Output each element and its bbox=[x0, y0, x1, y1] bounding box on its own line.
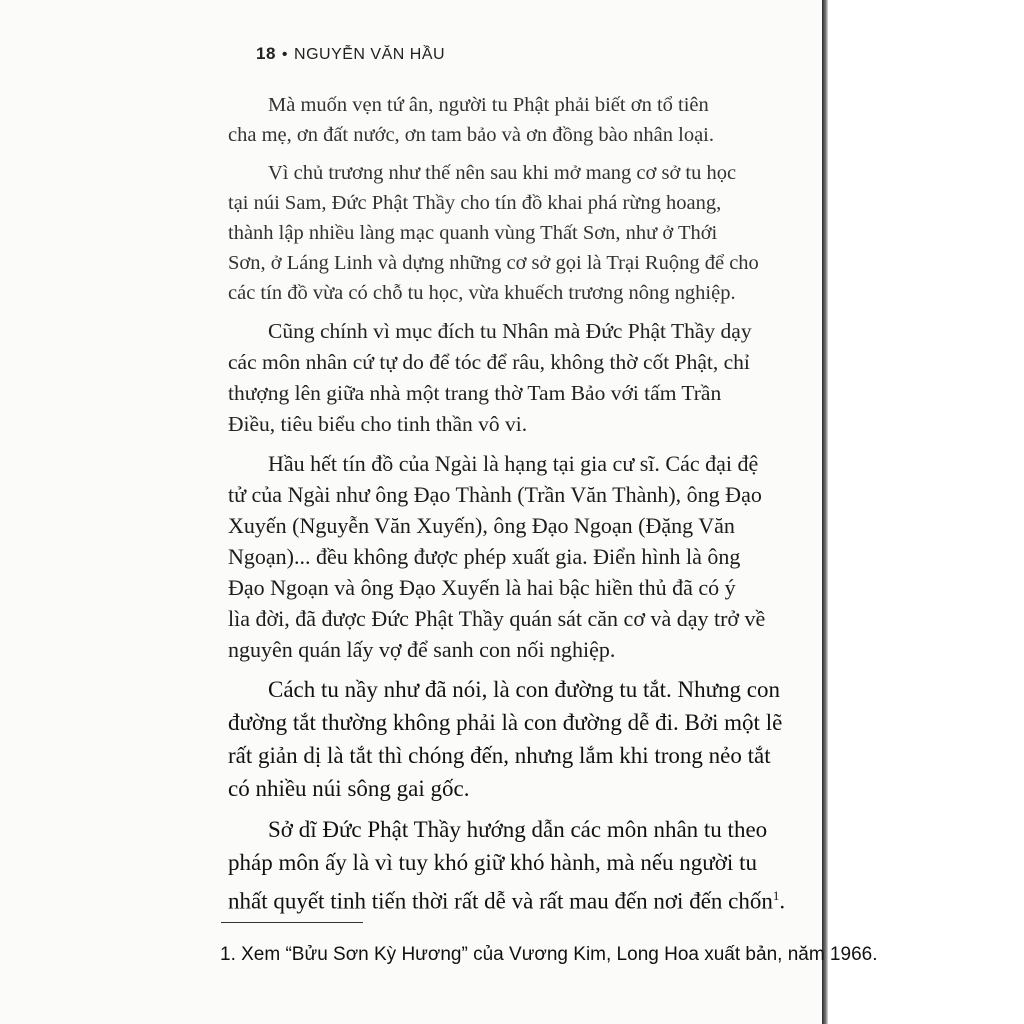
text-line: Hầu hết tín đồ của Ngài là hạng tại gia cư sĩ. Các đại đệ bbox=[268, 451, 759, 476]
text-line-final bbox=[228, 879, 818, 918]
paragraph-3 bbox=[228, 316, 818, 440]
text-line: Cũng chính vì mục đích tu Nhân mà Đức Phật Thầy dạy bbox=[268, 319, 752, 343]
header-separator: • bbox=[281, 46, 289, 63]
text-line: thượng lên giữa nhà một trang thờ Tam Bảo với tấm Trần bbox=[228, 381, 722, 405]
text-line: pháp môn ấy là vì tuy khó giữ khó hành, mà nếu người tu bbox=[228, 850, 757, 875]
paragraph-1 bbox=[228, 90, 818, 150]
text-line-content: nhất quyết tinh tiến thời rất dễ và rất mau đến nơi đến chốn bbox=[228, 888, 773, 914]
text-line: thành lập nhiều làng mạc quanh vùng Thất Sơn, như ở Thới bbox=[228, 222, 718, 244]
text-line: Sơn, ở Láng Linh và dựng những cơ sở gọi là Trại Ruộng để cho bbox=[228, 252, 759, 274]
body-text bbox=[228, 90, 818, 926]
text-line: nguyên quán lấy vợ để sanh con nối nghiệp. bbox=[228, 637, 616, 662]
text-line: có nhiều núi sông gai gốc. bbox=[228, 776, 470, 801]
paragraph-6 bbox=[228, 813, 818, 918]
page-number: 18 bbox=[256, 44, 276, 63]
text-line: rất giản dị là tắt thì chóng đến, nhưng lắm khi trong nẻo tắt bbox=[228, 743, 771, 768]
page-edge bbox=[822, 0, 828, 1024]
header-author: NGUYỄN VĂN HẦU bbox=[294, 46, 446, 63]
end-punctuation: . bbox=[779, 888, 786, 914]
text-line: tại núi Sam, Đức Phật Thầy cho tín đồ khai phá rừng hoang, bbox=[228, 192, 722, 214]
text-line: Mà muốn vẹn tứ ân, người tu Phật phải biết ơn tổ tiên bbox=[268, 94, 709, 116]
text-line: đường tắt thường không phải là con đường dễ đi. Bởi một lẽ bbox=[228, 710, 783, 735]
page-margin-background bbox=[828, 0, 1024, 1024]
text-line: Ngoạn)... đều không được phép xuất gia. Điển hình là ông bbox=[228, 544, 741, 569]
text-line: cha mẹ, ơn đất nước, ơn tam bảo và ơn đồng bào nhân loại. bbox=[228, 124, 714, 146]
running-header bbox=[256, 44, 445, 64]
paragraph-4 bbox=[228, 448, 818, 665]
text-line: Đạo Ngoạn và ông Đạo Xuyến là hai bậc hiền thủ đã có ý bbox=[228, 575, 736, 600]
paragraph-2 bbox=[228, 158, 818, 308]
text-line: Điều, tiêu biểu cho tinh thần vô vi. bbox=[228, 412, 528, 436]
footnote: 1. Xem “Bửu Sơn Kỳ Hương” của Vương Kim, Long Hoa xuất bản, năm 1966. bbox=[220, 944, 878, 965]
text-line: Vì chủ trương như thế nên sau khi mở mang cơ sở tu học bbox=[268, 162, 737, 184]
text-line: Xuyến (Nguyễn Văn Xuyến), ông Đạo Ngoạn (Đặng Văn bbox=[228, 513, 735, 538]
text-line: các môn nhân cứ tự do để tóc để râu, không thờ cốt Phật, chỉ bbox=[228, 350, 750, 374]
text-line: Sở dĩ Đức Phật Thầy hướng dẫn các môn nhân tu theo bbox=[268, 817, 768, 842]
text-line: lìa đời, đã được Đức Phật Thầy quán sát căn cơ và dạy trở về bbox=[228, 606, 766, 631]
paragraph-5 bbox=[228, 673, 818, 805]
footnote-rule bbox=[221, 922, 363, 923]
text-line: tử của Ngài như ông Đạo Thành (Trần Văn Thành), ông Đạo bbox=[228, 482, 762, 507]
footnote-marker: 1 bbox=[772, 888, 780, 903]
text-line: Cách tu nầy như đã nói, là con đường tu tắt. Nhưng con bbox=[268, 677, 781, 702]
text-line: các tín đồ vừa có chỗ tu học, vừa khuếch trương nông nghiệp. bbox=[228, 282, 736, 304]
